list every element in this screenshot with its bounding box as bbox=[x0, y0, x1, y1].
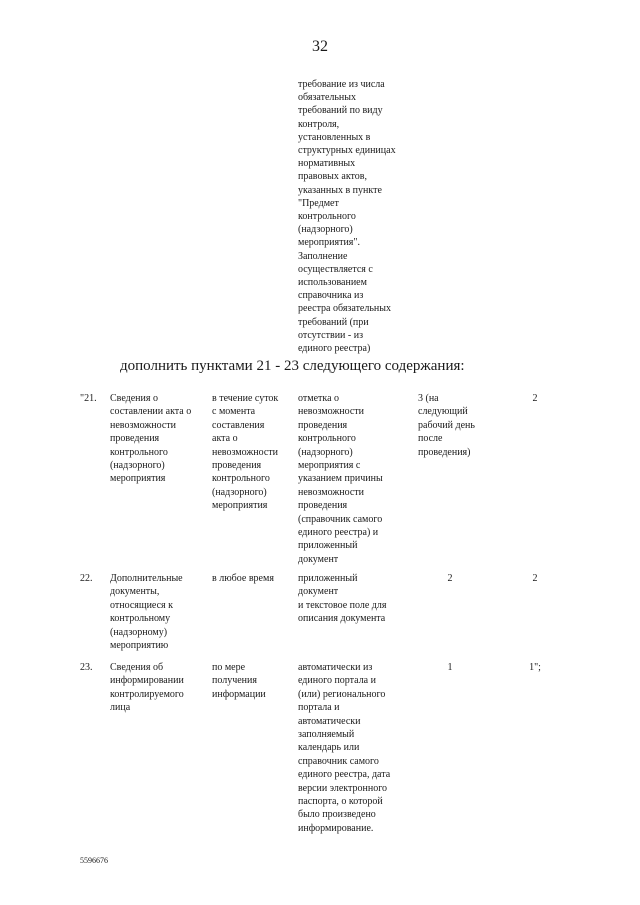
row-number: "21. bbox=[80, 393, 97, 404]
row-last: 2 bbox=[532, 573, 538, 584]
row-term: по мере получения информации bbox=[212, 662, 266, 700]
row-name: Сведения об информировании контролируемого лица bbox=[110, 662, 184, 714]
row-days: 3 (на следующий рабочий день после проведения) bbox=[418, 393, 475, 458]
row-days: 2 bbox=[447, 573, 453, 584]
row-last: 1"; bbox=[529, 662, 541, 673]
row-method: отметка о невозможности проведения контрольного (надзорного) мероприятия с указанием причины невозможности проведения (справочник самого единого реестра) и приложенный документ bbox=[298, 393, 383, 565]
document-code: 5596676 bbox=[80, 856, 108, 865]
page-number: 32 bbox=[312, 38, 328, 55]
row-number: 23. bbox=[80, 662, 93, 673]
row-term: в течение суток с момента составления акта о невозможности проведения контрольного (надзорного) мероприятия bbox=[212, 393, 279, 512]
amendment-heading: дополнить пунктами 21 - 23 следующего содержания: bbox=[120, 358, 465, 374]
row-method: приложенный документ и текстовое поле для описания документа bbox=[298, 573, 387, 625]
row-name: Дополнительные документы, относящиеся к контрольному (надзорному) мероприятию bbox=[110, 573, 183, 652]
row-name: Сведения о составлении акта о невозможности проведения контрольного (надзорного) мероприятия bbox=[110, 393, 192, 485]
continued-cell-text: требование из числа обязательных требований по виду контроля, установленных в структурных единицах нормативных правовых актов, указанных в пункте "Предмет контрольного (надзорного) мероприятия". Заполнение осуществляется с использованием справочника из реестра обязательных требований (при отсутствии - из единого реестра) bbox=[298, 79, 396, 355]
row-method: автоматически из единого портала и (или) регионального портала и автоматически заполняемый календарь или справочник самого единого реестра, дата версии электронного паспорта, о которой было произведено информирование. bbox=[298, 662, 391, 834]
row-days: 1 bbox=[447, 662, 453, 673]
row-last: 2 bbox=[532, 393, 538, 404]
row-term: в любое время bbox=[212, 573, 274, 584]
row-number: 22. bbox=[80, 573, 93, 584]
